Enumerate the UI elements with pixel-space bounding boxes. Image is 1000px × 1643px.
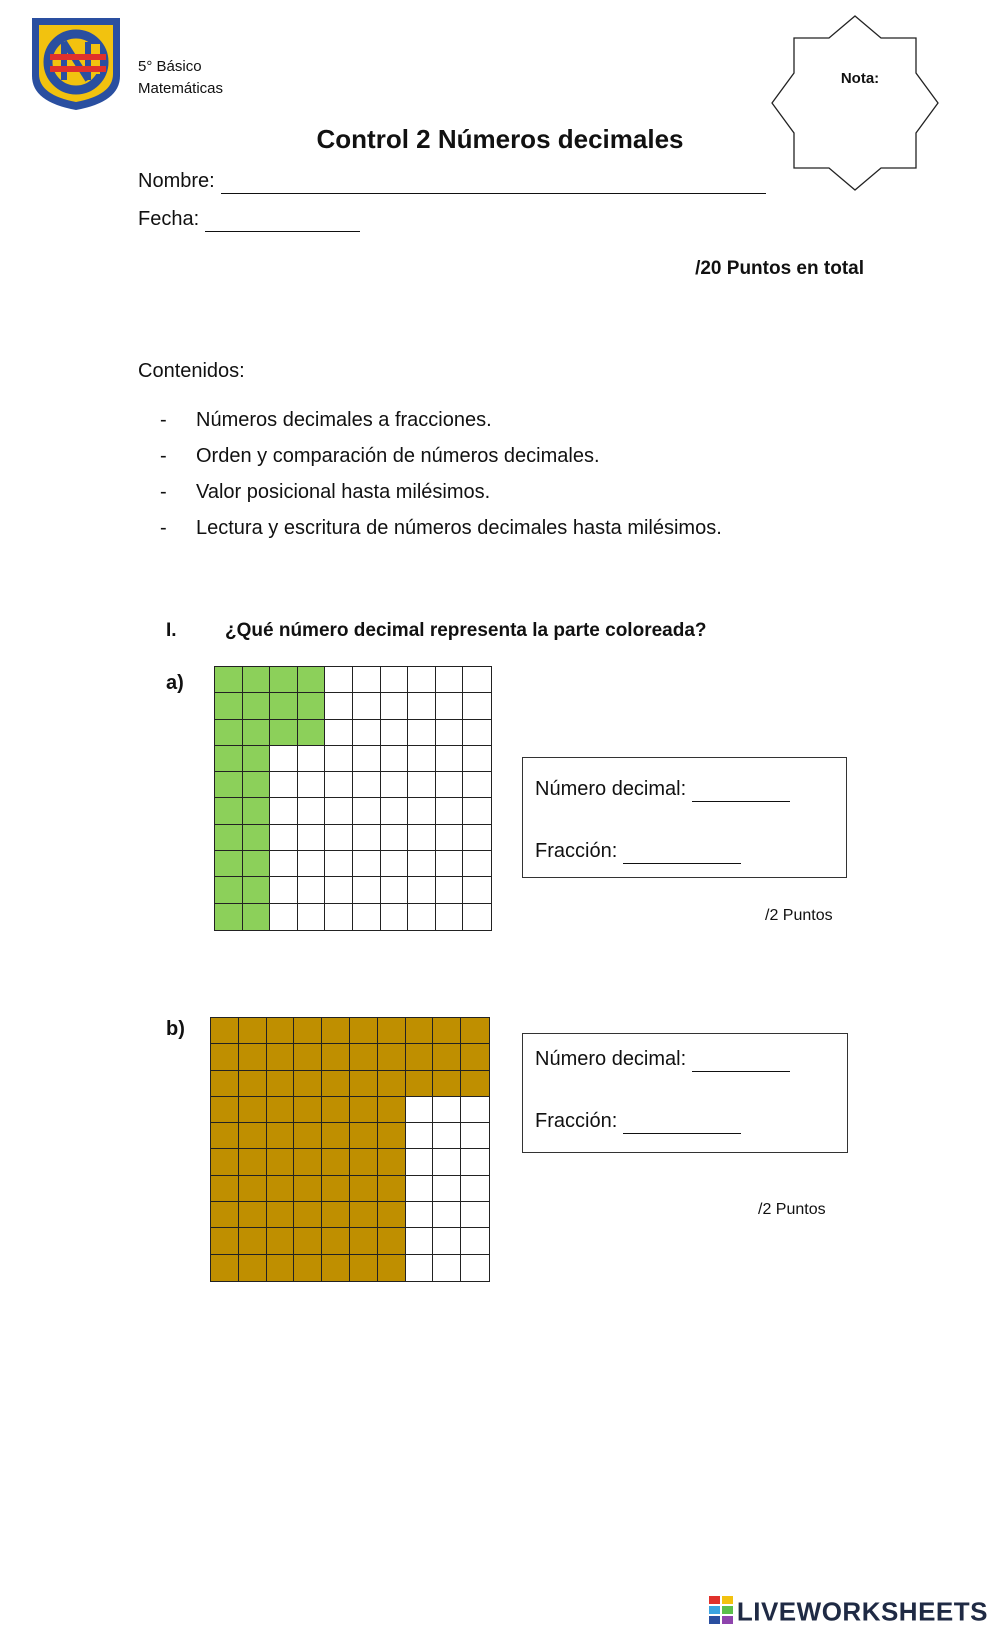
question-text: ¿Qué número decimal representa la parte coloreada? (225, 620, 707, 641)
shaded-cell (378, 1044, 406, 1070)
shaded-cell (433, 1044, 461, 1070)
empty-cell (381, 798, 409, 824)
shaded-cell (294, 1097, 322, 1123)
empty-cell (298, 825, 326, 851)
empty-cell (381, 877, 409, 903)
empty-cell (270, 851, 298, 877)
fraction-label: Fracción: (535, 1110, 618, 1132)
shaded-cell (215, 877, 243, 903)
item-a-label: a) (166, 672, 184, 694)
empty-cell (436, 851, 464, 877)
empty-cell (433, 1097, 461, 1123)
shaded-cell (215, 693, 243, 719)
item-b-points: /2 Puntos (758, 1201, 826, 1218)
shaded-cell (270, 667, 298, 693)
decimal-input-a[interactable] (692, 778, 790, 802)
empty-cell (463, 746, 491, 772)
shaded-cell (239, 1044, 267, 1070)
shaded-cell (215, 798, 243, 824)
empty-cell (270, 772, 298, 798)
shaded-cell (322, 1044, 350, 1070)
shaded-cell (322, 1018, 350, 1044)
date-label: Fecha: (138, 208, 200, 230)
empty-cell (381, 904, 409, 930)
shaded-cell (378, 1018, 406, 1044)
shaded-cell (406, 1044, 434, 1070)
empty-cell (436, 825, 464, 851)
total-points: /20 Puntos en total (695, 258, 864, 279)
empty-cell (353, 825, 381, 851)
shaded-cell (298, 693, 326, 719)
shaded-cell (215, 720, 243, 746)
shaded-cell (378, 1097, 406, 1123)
empty-cell (325, 772, 353, 798)
shaded-cell (211, 1228, 239, 1254)
empty-cell (436, 746, 464, 772)
shaded-cell (433, 1018, 461, 1044)
empty-cell (270, 904, 298, 930)
empty-cell (408, 825, 436, 851)
shaded-cell (243, 746, 271, 772)
nota-label: Nota: (840, 70, 880, 87)
shaded-cell (350, 1255, 378, 1281)
empty-cell (408, 877, 436, 903)
footer-brand-text: LIVEWORKSHEETS (736, 1596, 988, 1627)
fraction-row-a (535, 840, 741, 864)
shaded-cell (406, 1018, 434, 1044)
empty-cell (298, 772, 326, 798)
shaded-cell (239, 1255, 267, 1281)
shaded-cell (461, 1044, 489, 1070)
shaded-cell (294, 1123, 322, 1149)
shaded-cell (378, 1149, 406, 1175)
shaded-cell (294, 1044, 322, 1070)
empty-cell (433, 1123, 461, 1149)
empty-cell (433, 1202, 461, 1228)
shaded-cell (322, 1071, 350, 1097)
page-title: Control 2 Números decimales (316, 124, 684, 154)
shaded-cell (267, 1097, 295, 1123)
shaded-cell (350, 1097, 378, 1123)
date-row (138, 208, 360, 232)
empty-cell (463, 904, 491, 930)
empty-cell (433, 1149, 461, 1175)
shaded-cell (350, 1044, 378, 1070)
empty-cell (381, 772, 409, 798)
list-item: - Valor posicional hasta milésimos. (160, 481, 491, 503)
shaded-cell (243, 693, 271, 719)
shaded-cell (239, 1149, 267, 1175)
shaded-cell (239, 1228, 267, 1254)
decimal-label: Número decimal: (535, 1048, 687, 1070)
shaded-cell (322, 1123, 350, 1149)
shaded-cell (211, 1202, 239, 1228)
empty-cell (298, 746, 326, 772)
shaded-cell (461, 1071, 489, 1097)
shaded-cell (243, 904, 271, 930)
shaded-cell (322, 1176, 350, 1202)
empty-cell (381, 746, 409, 772)
shaded-cell (215, 904, 243, 930)
fraction-row-b (535, 1110, 741, 1134)
grade-label: 5° Básico (138, 58, 202, 75)
shaded-cell (211, 1123, 239, 1149)
shaded-cell (378, 1228, 406, 1254)
empty-cell (353, 851, 381, 877)
empty-cell (353, 667, 381, 693)
empty-cell (463, 693, 491, 719)
empty-cell (461, 1228, 489, 1254)
shaded-cell (239, 1123, 267, 1149)
empty-cell (353, 772, 381, 798)
shaded-cell (215, 746, 243, 772)
shaded-cell (294, 1071, 322, 1097)
name-row (138, 170, 766, 194)
empty-cell (325, 667, 353, 693)
shaded-cell (239, 1071, 267, 1097)
empty-cell (436, 798, 464, 824)
shaded-cell (215, 667, 243, 693)
name-label: Nombre: (138, 170, 215, 192)
shaded-cell (215, 851, 243, 877)
empty-cell (325, 877, 353, 903)
empty-cell (406, 1149, 434, 1175)
shaded-cell (270, 720, 298, 746)
shaded-cell (243, 798, 271, 824)
empty-cell (461, 1176, 489, 1202)
fraction-input-a[interactable] (623, 840, 741, 864)
fraction-label: Fracción: (535, 840, 618, 862)
shaded-cell (267, 1228, 295, 1254)
shaded-cell (239, 1097, 267, 1123)
shaded-cell (378, 1255, 406, 1281)
empty-cell (463, 772, 491, 798)
shaded-cell (267, 1044, 295, 1070)
decimal-label: Número decimal: (535, 778, 687, 800)
empty-cell (461, 1255, 489, 1281)
shaded-cell (350, 1176, 378, 1202)
empty-cell (463, 667, 491, 693)
shaded-cell (211, 1097, 239, 1123)
shaded-cell (239, 1202, 267, 1228)
shaded-cell (211, 1071, 239, 1097)
decimal-input-b[interactable] (692, 1048, 790, 1072)
empty-cell (436, 667, 464, 693)
empty-cell (353, 877, 381, 903)
empty-cell (433, 1228, 461, 1254)
empty-cell (298, 851, 326, 877)
liveworksheets-logo-icon (709, 1596, 733, 1631)
shaded-cell (378, 1202, 406, 1228)
empty-cell (406, 1097, 434, 1123)
shaded-cell (211, 1018, 239, 1044)
shaded-cell (243, 772, 271, 798)
contents-list (160, 405, 722, 549)
empty-cell (325, 693, 353, 719)
empty-cell (298, 904, 326, 930)
empty-cell (461, 1123, 489, 1149)
empty-cell (381, 667, 409, 693)
question-number: I. (166, 620, 177, 641)
empty-cell (381, 720, 409, 746)
empty-cell (381, 825, 409, 851)
shaded-cell (267, 1018, 295, 1044)
shaded-cell (267, 1149, 295, 1175)
shaded-cell (243, 825, 271, 851)
shaded-cell (294, 1176, 322, 1202)
shaded-cell (322, 1149, 350, 1175)
empty-cell (436, 904, 464, 930)
shaded-cell (243, 667, 271, 693)
shaded-cell (267, 1071, 295, 1097)
hundred-grid-a (214, 666, 492, 931)
shaded-cell (294, 1018, 322, 1044)
empty-cell (325, 720, 353, 746)
empty-cell (463, 720, 491, 746)
shaded-cell (406, 1071, 434, 1097)
empty-cell (298, 877, 326, 903)
shaded-cell (267, 1255, 295, 1281)
shaded-cell (211, 1044, 239, 1070)
empty-cell (461, 1202, 489, 1228)
shaded-cell (350, 1123, 378, 1149)
shaded-cell (267, 1202, 295, 1228)
list-item: - Orden y comparación de números decimales. (160, 445, 600, 467)
empty-cell (325, 746, 353, 772)
empty-cell (406, 1202, 434, 1228)
shaded-cell (239, 1176, 267, 1202)
empty-cell (325, 904, 353, 930)
shaded-cell (350, 1071, 378, 1097)
shaded-cell (378, 1176, 406, 1202)
shaded-cell (239, 1018, 267, 1044)
shaded-cell (378, 1123, 406, 1149)
empty-cell (463, 851, 491, 877)
shaded-cell (270, 693, 298, 719)
shaded-cell (267, 1123, 295, 1149)
empty-cell (408, 746, 436, 772)
shaded-cell (461, 1018, 489, 1044)
shaded-cell (294, 1228, 322, 1254)
name-field[interactable] (221, 170, 766, 194)
school-logo (30, 16, 122, 117)
empty-cell (406, 1176, 434, 1202)
empty-cell (353, 746, 381, 772)
empty-cell (325, 851, 353, 877)
shaded-cell (215, 825, 243, 851)
shaded-cell (211, 1176, 239, 1202)
empty-cell (406, 1228, 434, 1254)
subject-label: Matemáticas (138, 80, 224, 97)
empty-cell (270, 825, 298, 851)
shaded-cell (267, 1176, 295, 1202)
shaded-cell (298, 720, 326, 746)
item-b-label: b) (166, 1018, 185, 1040)
shaded-cell (294, 1202, 322, 1228)
empty-cell (325, 798, 353, 824)
fraction-input-b[interactable] (623, 1110, 741, 1134)
shaded-cell (433, 1071, 461, 1097)
empty-cell (353, 720, 381, 746)
shaded-cell (294, 1149, 322, 1175)
shaded-cell (378, 1071, 406, 1097)
empty-cell (270, 877, 298, 903)
list-item: - Lectura y escritura de números decimales hasta milésimos. (160, 517, 722, 539)
empty-cell (298, 798, 326, 824)
empty-cell (461, 1097, 489, 1123)
empty-cell (381, 693, 409, 719)
empty-cell (433, 1255, 461, 1281)
shaded-cell (322, 1097, 350, 1123)
empty-cell (353, 904, 381, 930)
empty-cell (406, 1123, 434, 1149)
shaded-cell (322, 1228, 350, 1254)
empty-cell (436, 877, 464, 903)
grade-star-badge (770, 14, 940, 197)
empty-cell (408, 667, 436, 693)
hundred-grid-b (210, 1017, 490, 1282)
shaded-cell (350, 1018, 378, 1044)
item-a-points: /2 Puntos (765, 907, 833, 924)
list-item: - Números decimales a fracciones. (160, 409, 492, 431)
footer-brand (709, 1596, 988, 1631)
shaded-cell (211, 1149, 239, 1175)
answer-box-b (522, 1033, 848, 1153)
header-info (138, 56, 223, 100)
shaded-cell (322, 1255, 350, 1281)
shaded-cell (350, 1149, 378, 1175)
shaded-cell (215, 772, 243, 798)
empty-cell (406, 1255, 434, 1281)
empty-cell (353, 798, 381, 824)
empty-cell (408, 851, 436, 877)
empty-cell (463, 877, 491, 903)
empty-cell (353, 693, 381, 719)
empty-cell (408, 693, 436, 719)
empty-cell (436, 693, 464, 719)
shaded-cell (350, 1202, 378, 1228)
empty-cell (325, 825, 353, 851)
answer-box-a (522, 757, 847, 878)
empty-cell (408, 772, 436, 798)
shaded-cell (211, 1255, 239, 1281)
empty-cell (463, 825, 491, 851)
empty-cell (433, 1176, 461, 1202)
date-field[interactable] (205, 208, 360, 232)
empty-cell (270, 746, 298, 772)
empty-cell (408, 720, 436, 746)
shaded-cell (243, 877, 271, 903)
empty-cell (436, 720, 464, 746)
shaded-cell (243, 851, 271, 877)
empty-cell (408, 904, 436, 930)
shaded-cell (243, 720, 271, 746)
shaded-cell (350, 1228, 378, 1254)
shaded-cell (298, 667, 326, 693)
shaded-cell (294, 1255, 322, 1281)
empty-cell (270, 798, 298, 824)
empty-cell (436, 772, 464, 798)
empty-cell (463, 798, 491, 824)
decimal-row-a (535, 778, 790, 802)
empty-cell (381, 851, 409, 877)
contents-heading: Contenidos: (138, 360, 245, 382)
empty-cell (408, 798, 436, 824)
shaded-cell (322, 1202, 350, 1228)
empty-cell (461, 1149, 489, 1175)
decimal-row-b (535, 1048, 790, 1072)
